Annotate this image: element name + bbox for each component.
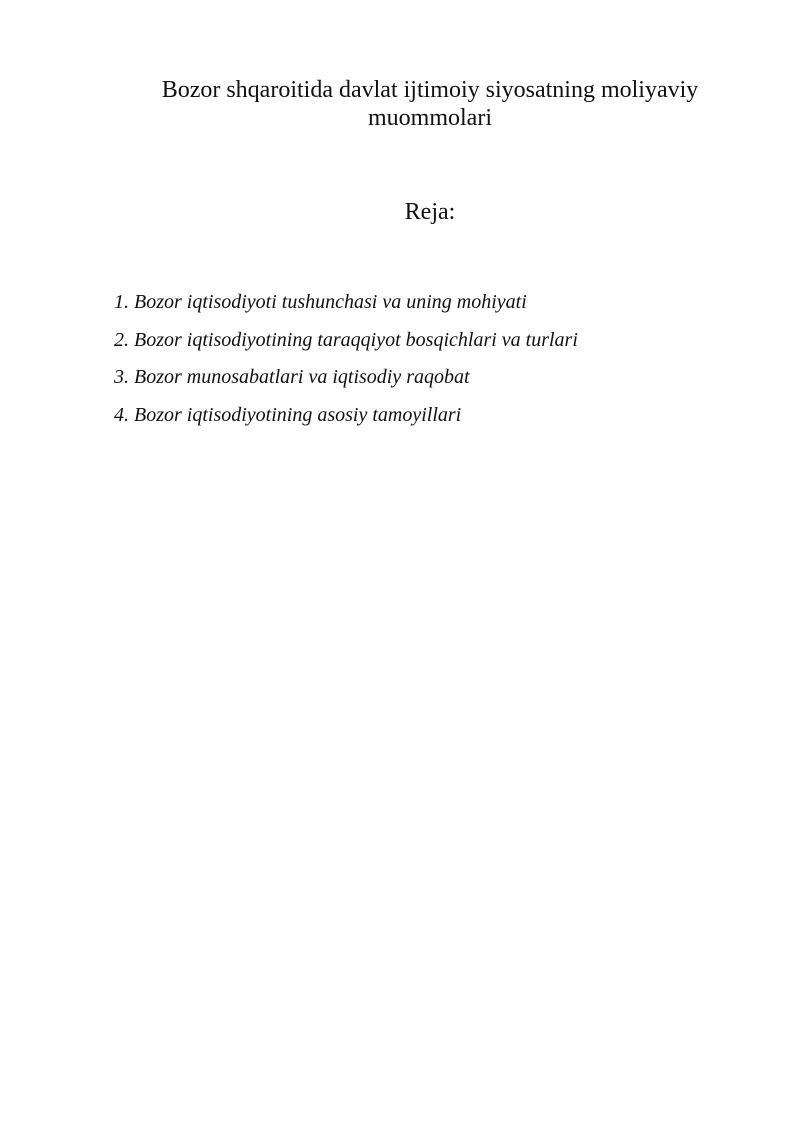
title-line-2: muommolari	[368, 105, 492, 131]
plan-item-1: 1. Bozor iqtisodiyoti tushunchasi va uning mohiyati	[114, 291, 527, 313]
plan-item-2: 2. Bozor iqtisodiyotining taraqqiyot bosqichlari va turlari	[114, 328, 578, 351]
plan-item-3: 3. Bozor munosabatlari va iqtisodiy raqobat	[114, 366, 470, 388]
document-title	[130, 76, 730, 132]
plan-item-4: 4. Bozor iqtisodiyotining asosiy tamoyillari	[114, 403, 462, 426]
title-line-1: Bozor shqaroitida davlat ijtimoiy siyosatning moliyaviy	[161, 77, 699, 103]
plan-heading: Reja:	[404, 199, 456, 225]
plan-list	[114, 289, 578, 439]
